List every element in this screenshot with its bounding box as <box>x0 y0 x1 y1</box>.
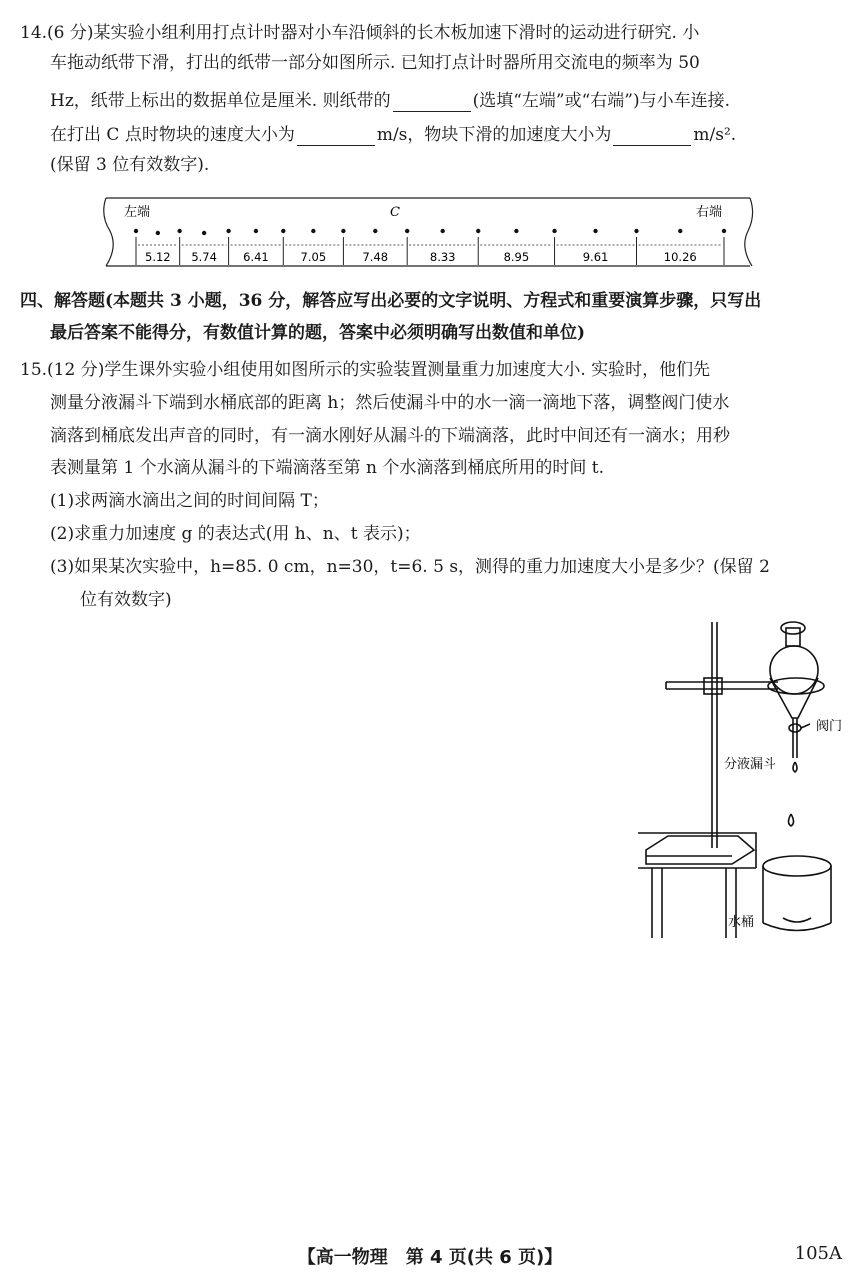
tape-dot <box>202 231 206 235</box>
water-drop <box>793 762 797 772</box>
tape-dot <box>593 229 597 233</box>
stand-base <box>646 836 754 864</box>
tape-dot <box>514 229 518 233</box>
section4-line1: 四、解答题(本题共 3 小题，36 分，解答应写出必要的文字说明、方程式和重要演算步骤，只写出 <box>20 291 762 311</box>
tape-dot <box>441 229 445 233</box>
segment-length-label: 7.05 <box>300 250 327 264</box>
water-bucket <box>763 856 831 931</box>
segment-length-label: 6.41 <box>243 250 269 264</box>
q14-line4a: 在打出 C 点时物块的速度大小为 <box>50 125 295 145</box>
tape-dot <box>476 229 480 233</box>
page-footer: 【高一物理 第 4 页(共 6 页)】 <box>297 1247 563 1268</box>
q14-line4b: m/s，物块下滑的加速度大小为 <box>376 125 612 145</box>
tape-dot <box>373 229 377 233</box>
section4-line2: 最后答案不能得分，有数值计算的题，答案中必须明确写出数值和单位) <box>50 323 586 343</box>
segment-length-label: 5.12 <box>145 250 171 264</box>
segment-length-label: 5.74 <box>191 250 217 264</box>
tape-dot <box>226 229 230 233</box>
q14-line1: 14.(6 分)某实验小组利用打点计时器对小车沿倾斜的长木板加速下滑时的运动进行研究. 小 <box>20 23 700 43</box>
tape-left-label: 左端 <box>124 205 151 220</box>
q14-line2: 车拖动纸带下滑，打出的纸带一部分如图所示. 已知打点计时器所用交流电的频率为 50 <box>50 53 700 73</box>
tape-dot <box>341 229 345 233</box>
funnel-label: 分液漏斗 <box>724 757 777 772</box>
q14-line3b: (选填“左端”或“右端”)与小车连接. <box>472 91 731 111</box>
water-drop <box>789 814 794 826</box>
tape-dot <box>177 229 181 233</box>
answer-blank-acceleration[interactable] <box>613 127 691 146</box>
q14-line4d: . <box>730 125 737 145</box>
tape-segments <box>138 245 722 264</box>
answer-blank-velocity[interactable] <box>297 127 375 146</box>
tape-dot <box>281 229 285 233</box>
apparatus-figure <box>638 618 848 943</box>
tape-dot <box>405 229 409 233</box>
tape-dots <box>134 229 726 235</box>
segment-length-label: 9.61 <box>582 250 609 264</box>
segment-length-label: 10.26 <box>663 250 697 264</box>
q14-line4c: m/s² <box>693 125 731 145</box>
bucket-label: 水桶 <box>728 915 755 930</box>
q15-line3: 滴落到桶底发出声音的同时，有一滴水刚好从漏斗的下端滴落，此时中间还有一滴水；用秒 <box>50 426 730 446</box>
tape-dot <box>552 229 556 233</box>
segment-length-label: 8.33 <box>429 250 456 264</box>
exam-code: 105A <box>794 1243 842 1264</box>
q15-sub3a: (3)如果某次实验中，h=85. 0 cm，n=30，t=6. 5 s，测得的重力加速度大小是多少？(保留 2 <box>50 557 770 577</box>
valve <box>789 724 801 732</box>
q14-line3a: Hz，纸带上标出的数据单位是厘米. 则纸带的 <box>50 91 391 111</box>
q14-line4 <box>50 124 736 146</box>
clamp-knob <box>704 678 722 694</box>
tape-dot <box>311 229 315 233</box>
tape-dot <box>134 229 138 233</box>
q15-line2: 测量分液漏斗下端到水桶底部的距离 h；然后使漏斗中的水一滴一滴地下落，调整阀门使水 <box>50 393 730 413</box>
valve-label: 阀门 <box>816 719 843 734</box>
tape-dot <box>722 229 726 233</box>
tape-dot <box>254 229 258 233</box>
q15-line1: 15.(12 分)学生课外实验小组使用如图所示的实验装置测量重力加速度大小. 实验时，他们先 <box>20 360 711 380</box>
q15-sub1: (1)求两滴水滴出之间的时间间隔 T； <box>50 491 329 511</box>
tape-dot <box>156 231 160 235</box>
separatory-funnel <box>770 622 818 758</box>
tape-right-label: 右端 <box>696 205 723 220</box>
tape-point-c-label: C <box>390 205 400 220</box>
q15-sub2: (2)求重力加速度 g 的表达式(用 h、n、t 表示)； <box>50 524 421 544</box>
segment-length-label: 7.48 <box>362 250 389 264</box>
table-top <box>638 833 756 843</box>
q15-line4: 表测量第 1 个水滴从漏斗的下端滴落至第 n 个水滴落到桶底所用的时间 t. <box>50 458 605 478</box>
tape-dot <box>634 229 638 233</box>
q14-line5: (保留 3 位有效数字). <box>50 155 210 175</box>
q14-line3 <box>50 90 730 112</box>
q15-sub3b: 位有效数字) <box>80 590 172 610</box>
paper-tape-figure <box>100 195 760 271</box>
tape-dot <box>678 229 682 233</box>
answer-blank-end[interactable] <box>393 93 471 112</box>
segment-length-label: 8.95 <box>503 250 530 264</box>
